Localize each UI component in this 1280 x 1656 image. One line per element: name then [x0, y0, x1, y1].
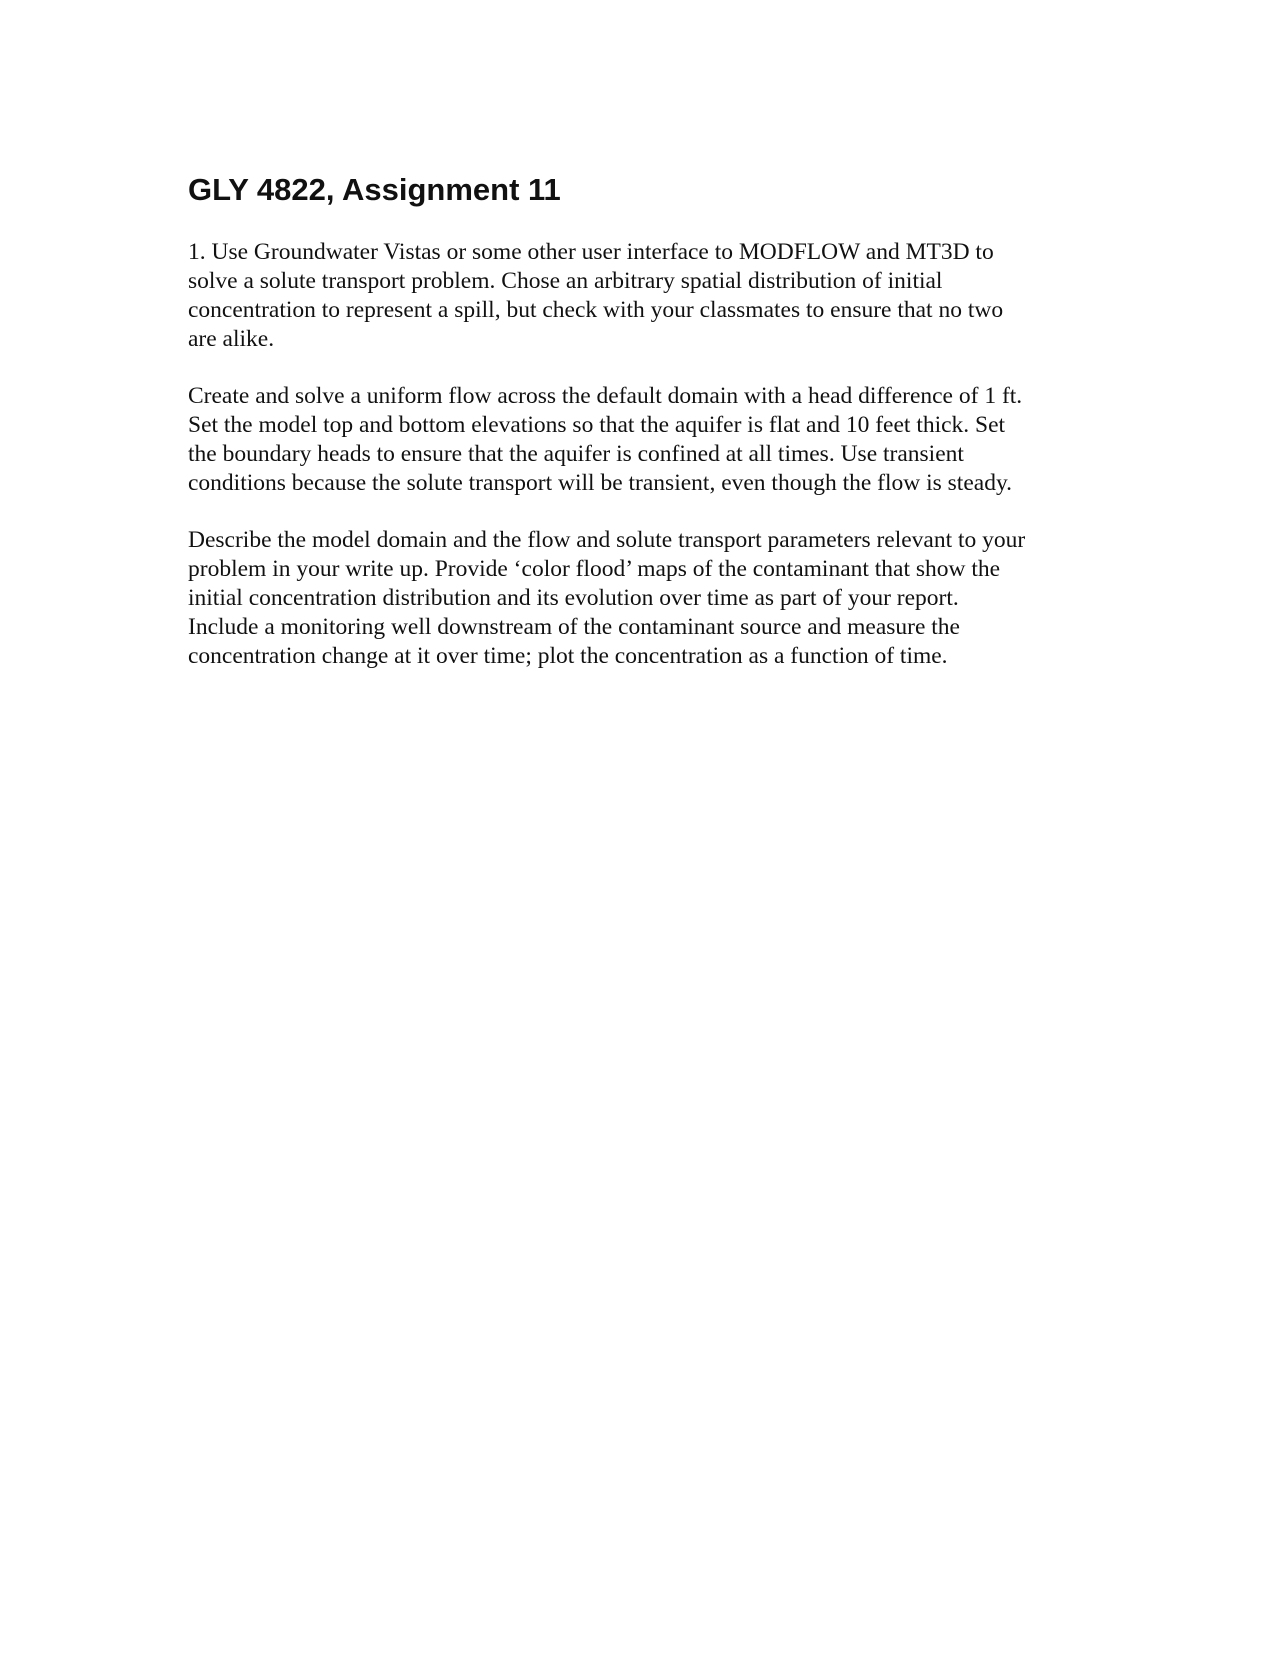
- paragraph-flow-setup: [188, 382, 1088, 498]
- paragraph-line: Create and solve a uniform flow across the default domain with a head difference of 1 ft.: [188, 383, 1023, 409]
- document-title: GLY 4822, Assignment 11: [188, 172, 561, 207]
- paragraph-task-1: [188, 238, 1088, 354]
- paragraph-line: concentration to represent a spill, but check with your classmates to ensure that no two: [188, 297, 1004, 323]
- paragraph-line: initial concentration distribution and its evolution over time as part of your report.: [188, 585, 959, 611]
- paragraph-line: problem in your write up. Provide ‘color flood’ maps of the contaminant that show the: [188, 556, 1001, 582]
- paragraph-line: Set the model top and bottom elevations so that the aquifer is flat and 10 feet thick. Set: [188, 412, 1006, 438]
- document-content: [188, 172, 1088, 699]
- paragraph-line: concentration change at it over time; plot the concentration as a function of time.: [188, 643, 948, 669]
- paragraph-line: 1. Use Groundwater Vistas or some other user interface to MODFLOW and MT3D to: [188, 239, 994, 265]
- paragraph-line: Describe the model domain and the flow and solute transport parameters relevant to your: [188, 527, 1026, 553]
- paragraph-line: the boundary heads to ensure that the aquifer is confined at all times. Use transient: [188, 441, 964, 467]
- paragraph-line: are alike.: [188, 326, 275, 352]
- paragraph-line: Include a monitoring well downstream of the contaminant source and measure the: [188, 614, 960, 640]
- paragraph-line: solve a solute transport problem. Chose an arbitrary spatial distribution of initial: [188, 268, 943, 294]
- paragraph-line: conditions because the solute transport will be transient, even though the flow is steady.: [188, 470, 1013, 496]
- paragraph-report-requirements: [188, 526, 1088, 671]
